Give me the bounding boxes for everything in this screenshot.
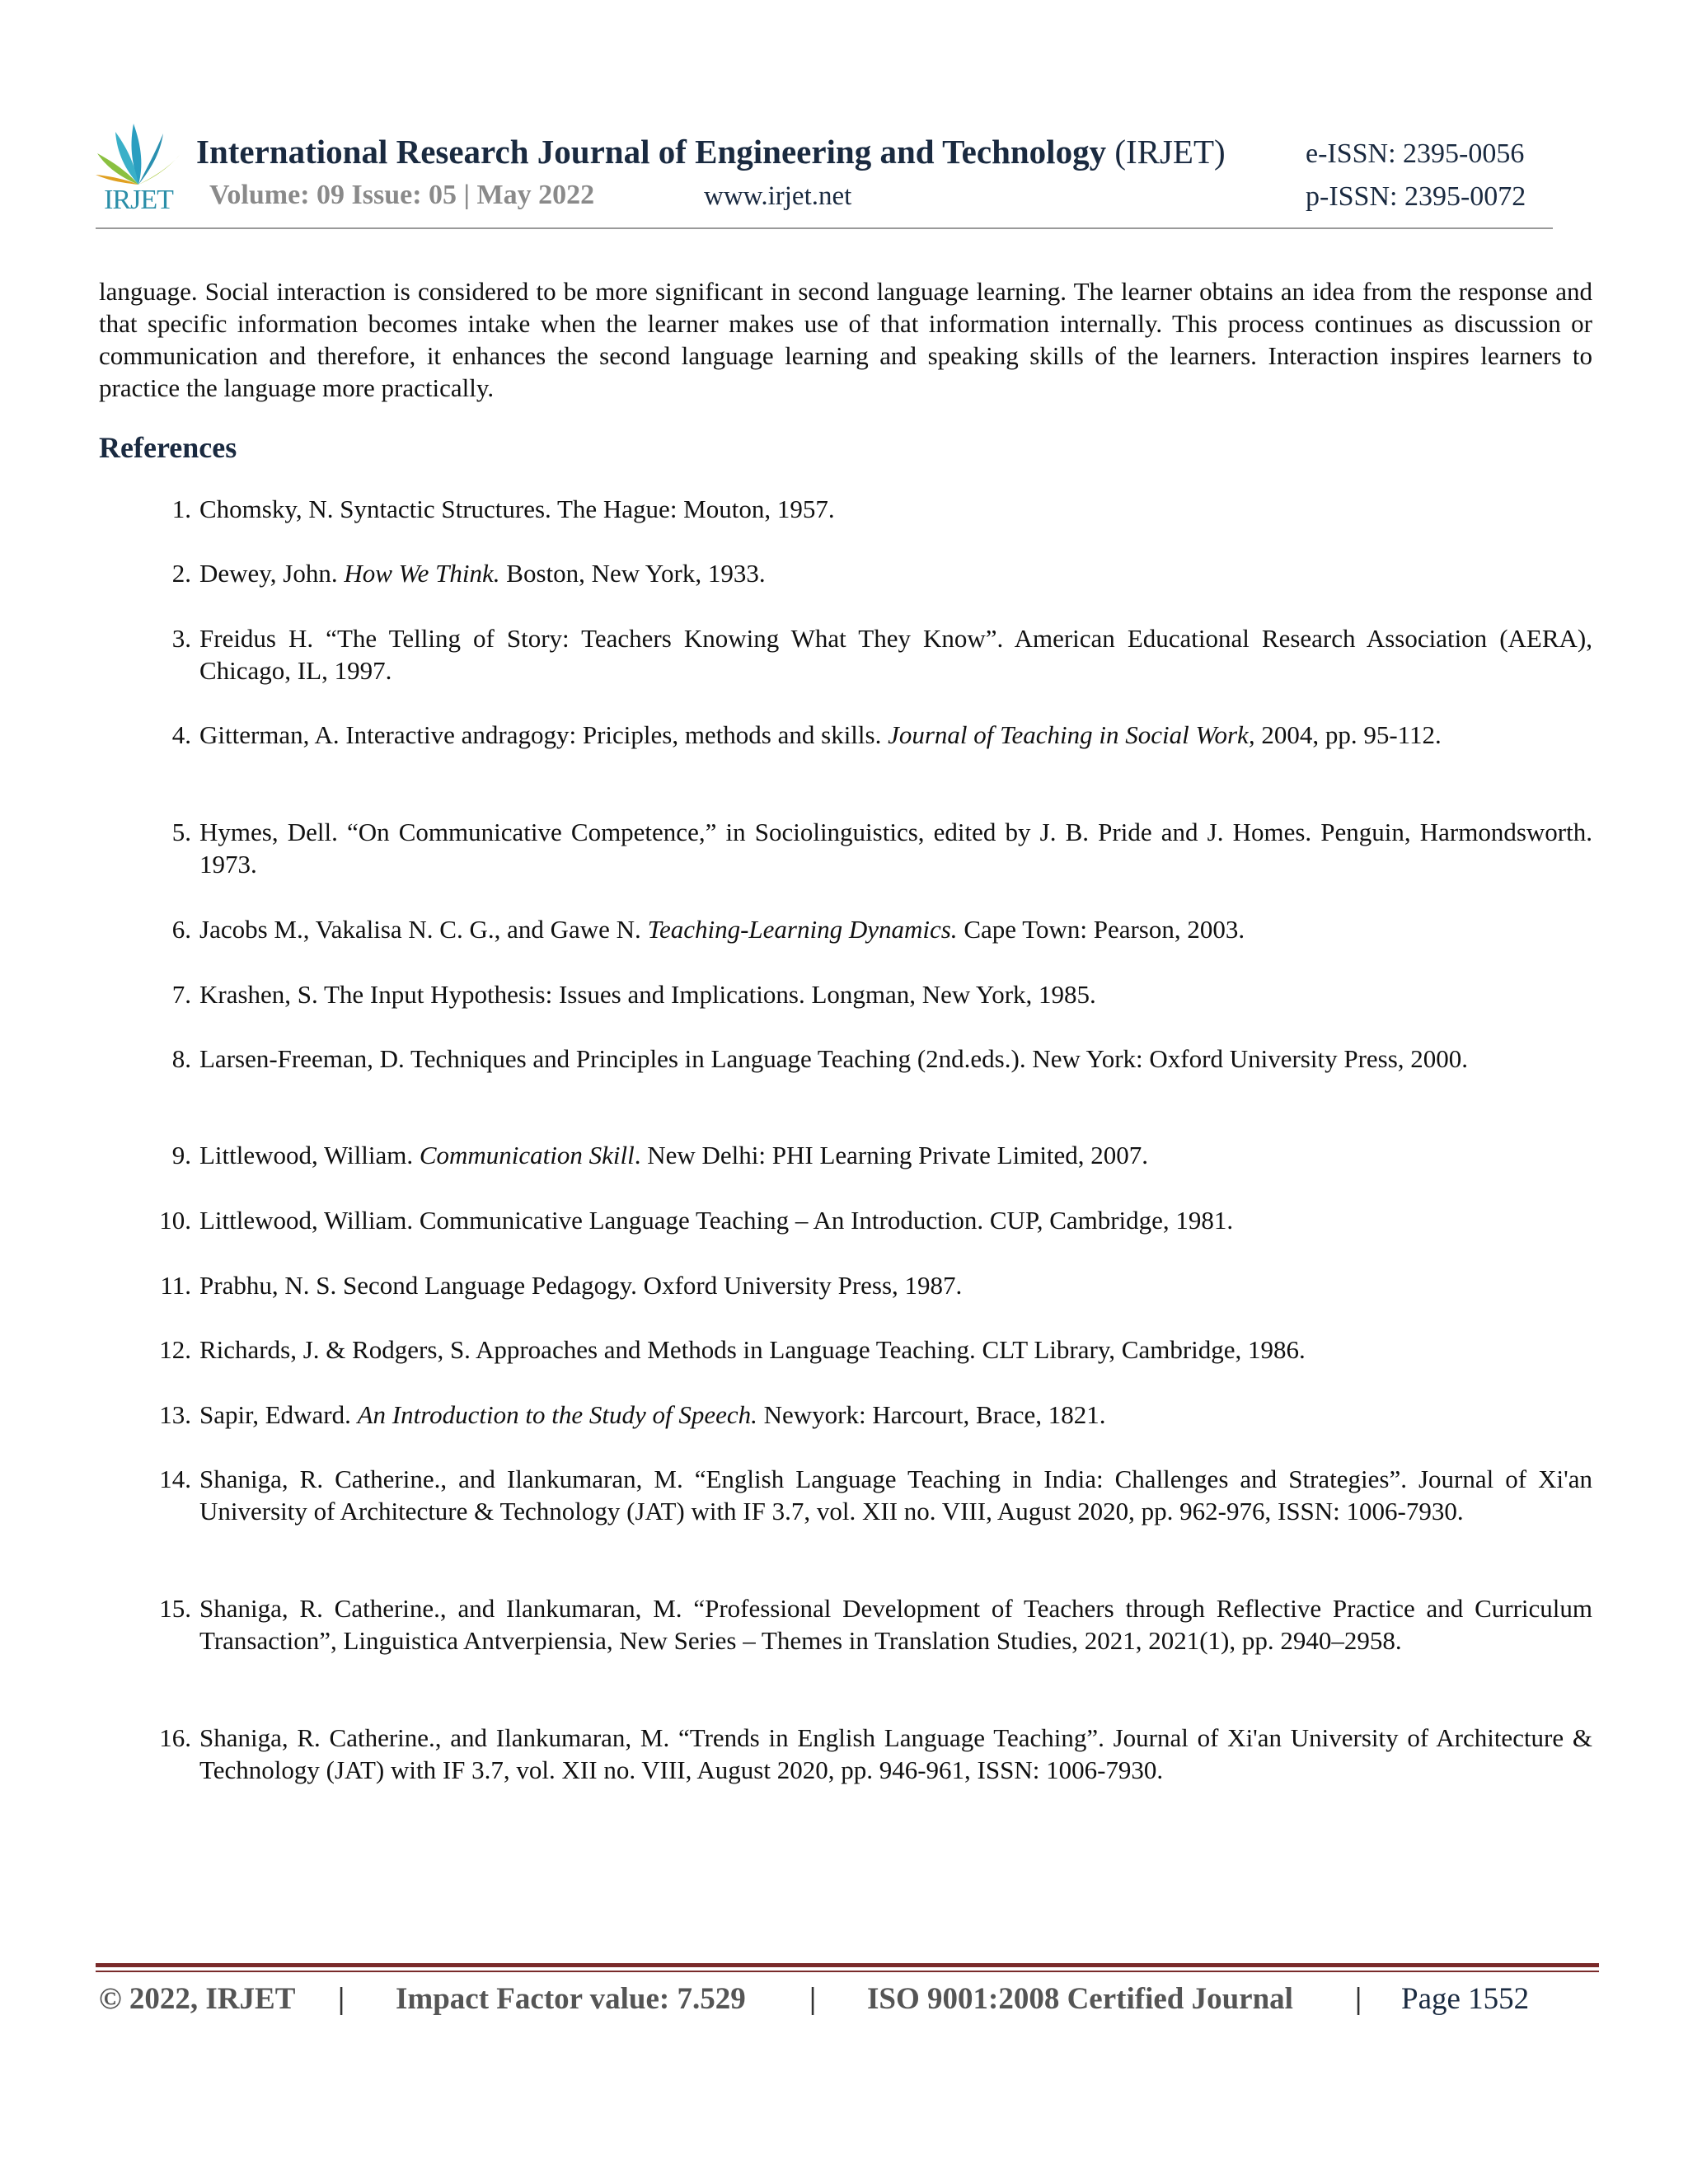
reference-item: 5. Hymes, Dell. “On Communicative Competence,” in Sociolinguistics, edited by J. B. Pride and J. Homes. Penguin, Harmondsworth. 1973. bbox=[171, 818, 1592, 879]
reference-item: 10. Littlewood, William. Communicative Language Teaching – An Introduction. CUP, Cambridge, 1981. bbox=[159, 1206, 1234, 1235]
footer-divider-thin bbox=[96, 1971, 1599, 1972]
website-link[interactable]: www.irjet.net bbox=[704, 181, 852, 211]
reference-item: 8. Larsen-Freeman, D. Techniques and Principles in Language Teaching (2nd.eds.). New York: Oxford University Press, 2000. bbox=[171, 1044, 1469, 1073]
footer-separator: | bbox=[338, 1982, 345, 2016]
page-header bbox=[0, 0, 1688, 239]
footer-certification: ISO 9001:2008 Certified Journal bbox=[867, 1982, 1293, 2016]
footer-separator: | bbox=[1355, 1982, 1362, 2016]
volume-info: Volume: 09 Issue: 05 | May 2022 bbox=[209, 180, 595, 210]
footer-impact-factor: Impact Factor value: 7.529 bbox=[396, 1982, 746, 2016]
reference-item: 2. Dewey, John. How We Think. Boston, New York, 1933. bbox=[171, 559, 766, 588]
footer-page-number: Page 1552 bbox=[1401, 1982, 1530, 2016]
intro-paragraph: language. Social interaction is considered to be more significant in second language learning. The learner obtains an idea from the response and that specific information becomes intake when the learner makes use of that information internally. This process continues as discussion or communication and therefore, it enhances the second language learning and speaking skills of the learners. Interaction inspires learners to practice the language more practically. bbox=[99, 277, 1592, 402]
reference-item: 1. Chomsky, N. Syntactic Structures. The Hague: Mouton, 1957. bbox=[171, 494, 835, 523]
reference-item: 4. Gitterman, A. Interactive andragogy: Priciples, methods and skills. Journal of Teaching in Social Work, 2004, pp. 95-112. bbox=[171, 720, 1442, 749]
reference-item: 9. Littlewood, William. Communication Skill. New Delhi: PHI Learning Private Limited, 2007. bbox=[171, 1141, 1149, 1169]
leaf-logo-icon bbox=[92, 117, 185, 191]
header-divider bbox=[96, 227, 1553, 229]
journal-name: International Research Journal of Engineering and Technology bbox=[196, 133, 1107, 171]
p-issn: p-ISSN: 2395-0072 bbox=[1306, 181, 1526, 212]
reference-item: 12. Richards, J. & Rodgers, S. Approaches and Methods in Language Teaching. CLT Library, Cambridge, 1986. bbox=[159, 1335, 1306, 1364]
footer-separator: | bbox=[809, 1982, 817, 2016]
journal-title bbox=[196, 132, 1226, 171]
reference-item: 13. Sapir, Edward. An Introduction to the Study of Speech. Newyork: Harcourt, Brace, 1821. bbox=[159, 1400, 1106, 1429]
reference-item: 16. Shaniga, R. Catherine., and Ilankumaran, M. “Trends in English Language Teaching”. Journal of Xi'an University of Architecture & Technology (JAT) with IF 3.7, vol. XII no. VIII, August 2020, pp. 946-961, ISSN: 1006-7930. bbox=[159, 1723, 1592, 1784]
reference-item: 6. Jacobs M., Vakalisa N. C. G., and Gawe N. Teaching-Learning Dynamics. Cape Town: Pearson, 2003. bbox=[171, 915, 1245, 944]
irjet-logo bbox=[92, 117, 185, 216]
footer-divider-thick bbox=[96, 1963, 1599, 1967]
references-heading: References bbox=[99, 431, 237, 464]
footer-copyright: © 2022, IRJET bbox=[99, 1982, 296, 2016]
journal-abbr: (IRJET) bbox=[1114, 133, 1226, 171]
e-issn: e-ISSN: 2395-0056 bbox=[1306, 138, 1525, 169]
reference-item: 11. Prabhu, N. S. Second Language Pedagogy. Oxford University Press, 1987. bbox=[160, 1271, 963, 1300]
reference-item: 15. Shaniga, R. Catherine., and Ilankumaran, M. “Professional Development of Teachers through Reflective Practice and Curriculum Transaction”, Linguistica Antverpiensia, New Series – Themes in Translation Studies, 2021, 2021(1), pp. 2940–2958. bbox=[159, 1594, 1592, 1655]
reference-item: 3. Freidus H. “The Telling of Story: Teachers Knowing What They Know”. American Educational Research Association (AERA), Chicago, IL, 1997. bbox=[171, 624, 1592, 685]
logo-text: IRJET bbox=[104, 185, 173, 215]
reference-item: 7. Krashen, S. The Input Hypothesis: Issues and Implications. Longman, New York, 1985. bbox=[171, 980, 1096, 1009]
reference-item: 14. Shaniga, R. Catherine., and Ilankumaran, M. “English Language Teaching in India: Challenges and Strategies”. Journal of Xi'an University of Architecture & Technology (JAT) with IF 3.7, vol. XII no. VIII, August 2020, pp. 962-976, ISSN: 1006-7930. bbox=[159, 1465, 1592, 1526]
